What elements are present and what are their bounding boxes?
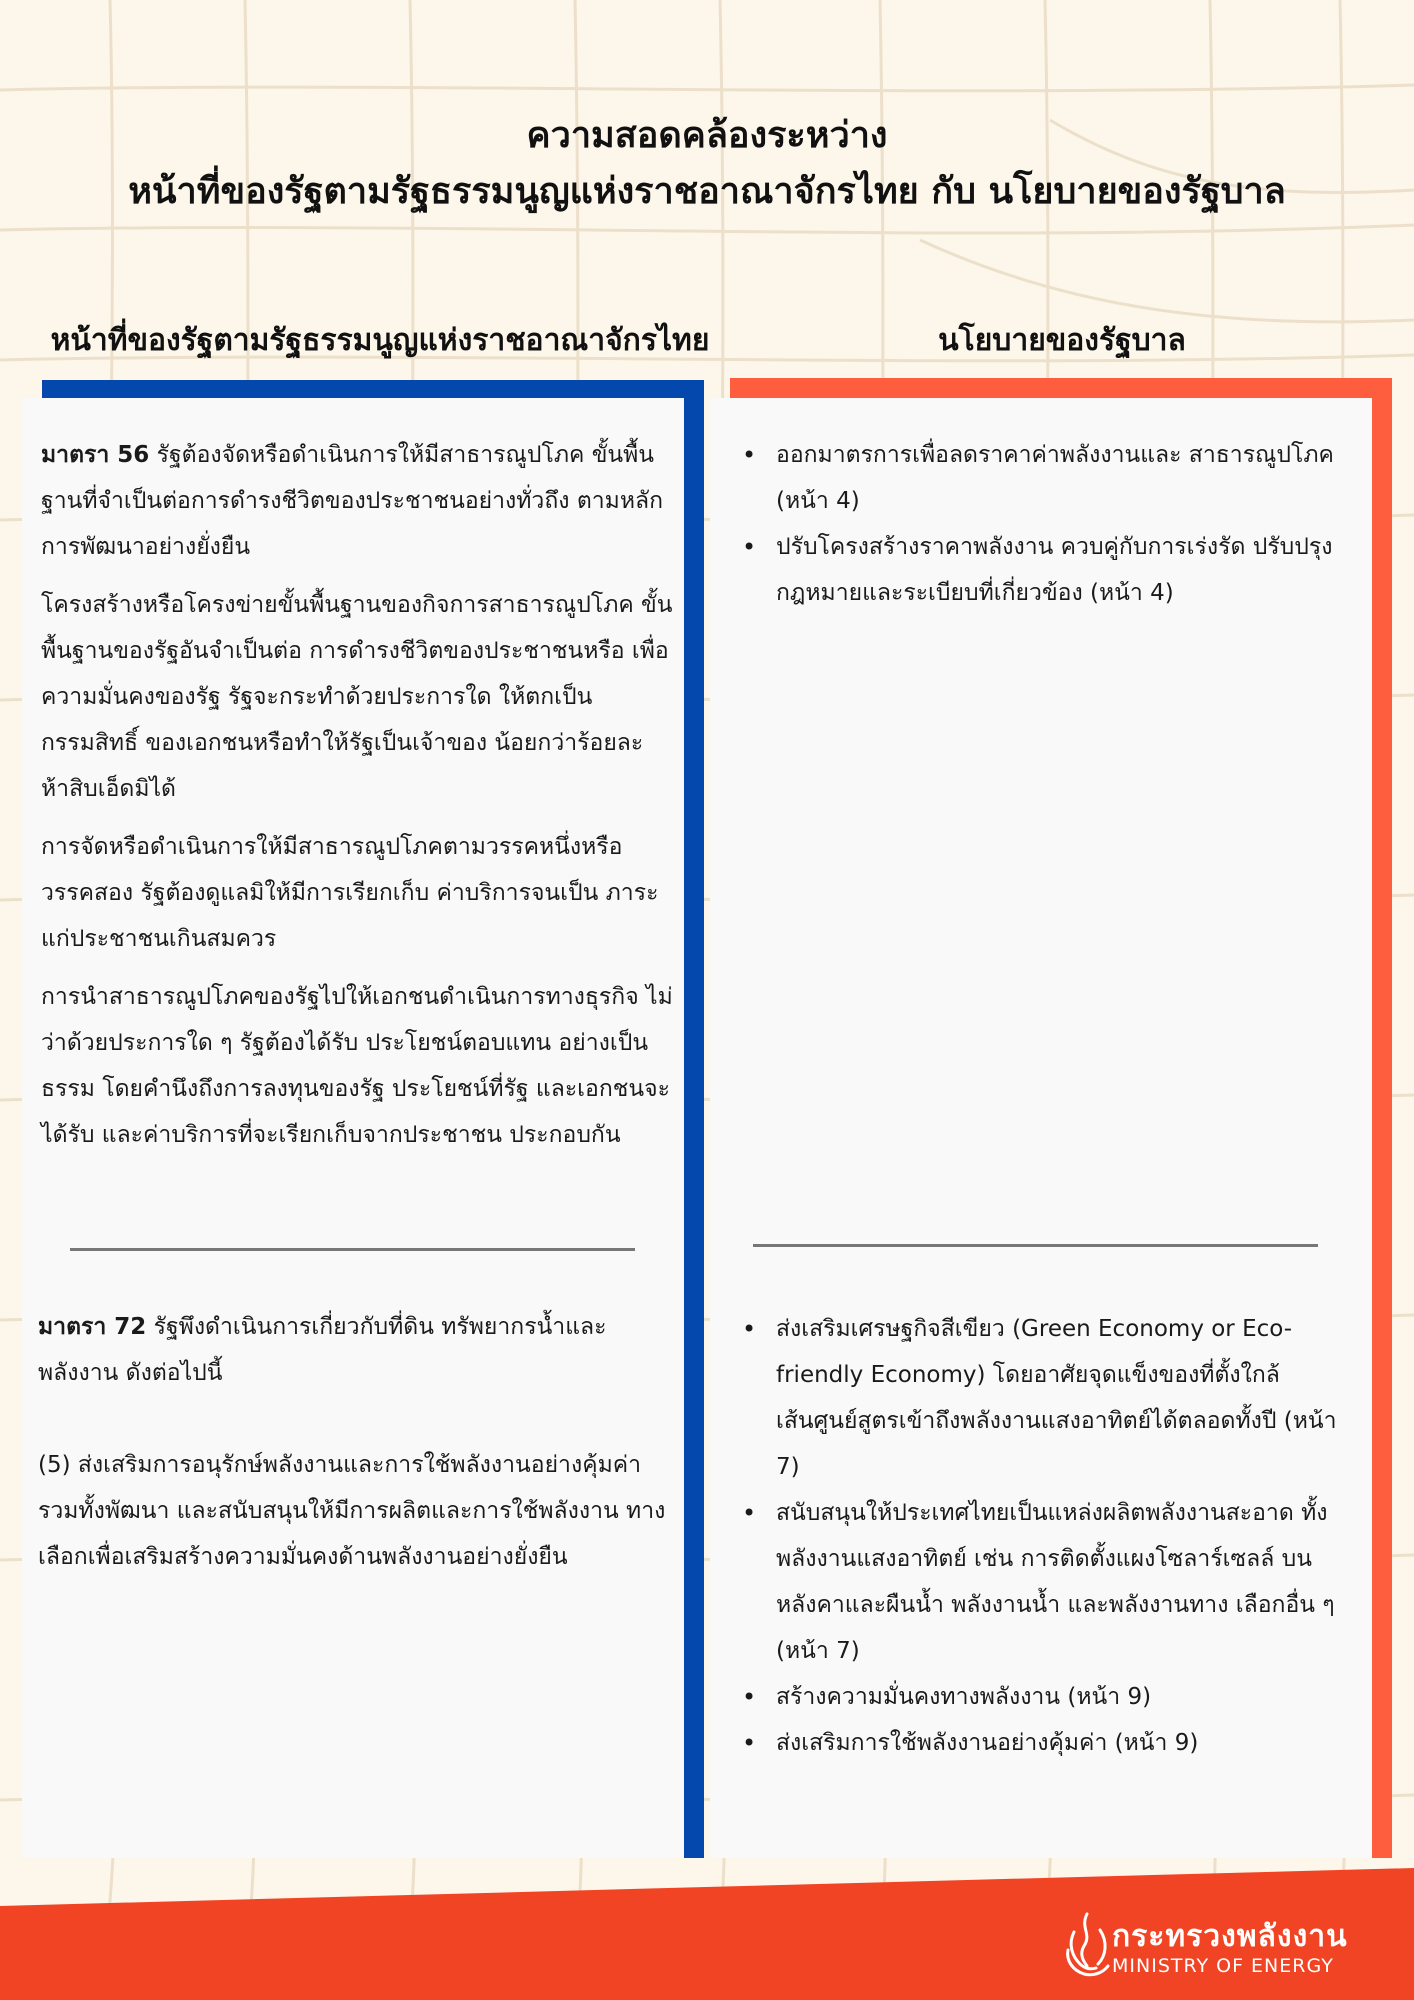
policy-list-top	[740, 432, 1352, 616]
right-column-heading: นโยบายของรัฐบาล	[938, 323, 1186, 358]
policy-item: • ปรับโครงสร้างราคาพลังงาน ควบคู่กับการเร่งรัด ปรับปรุงกฎหมายและระเบียบที่เกี่ยวข้อง (หน้า 4)	[740, 524, 1352, 616]
flame-icon	[1062, 1910, 1112, 1980]
policy-item: • ออกมาตรการเพื่อลดราคาค่าพลังงานและ สาธารณูปโภค (หน้า 4)	[740, 432, 1352, 524]
section-72-para-2: (5) ส่งเสริมการอนุรักษ์พลังงานและการใช้พลังงานอย่างคุ้มค่า รวมทั้งพัฒนา และสนับสนุนให้มีการผลิตและการใช้พลังงาน ทางเลือกเพื่อเสริมสร้างความมั่นคงด้านพลังงานอย่างยั่งยืน	[38, 1452, 666, 1570]
section-72-para-1	[38, 1304, 678, 1396]
title-line-1: ความสอดคล้องระหว่าง	[526, 115, 888, 156]
policy-item: • ส่งเสริมการใช้พลังงานอย่างคุ้มค่า (หน้า 9)	[740, 1720, 1352, 1766]
ministry-name-en: MINISTRY OF ENERGY	[1112, 1955, 1334, 1977]
section-72-text: รัฐพึงดำเนินการเกี่ยวกับที่ดิน ทรัพยากรน้ำและ พลังงาน ดังต่อไปนี้	[38, 1314, 607, 1386]
right-divider	[753, 1244, 1318, 1247]
section-56-para-2: โครงสร้างหรือโครงข่ายขั้นพื้นฐานของกิจการสาธารณูปโภค ขั้นพื้นฐานของรัฐอันจำเป็นต่อ การดำรงชีวิตของประชาชนหรือ เพื่อความมั่นคงของรัฐ รัฐจะกระทำด้วยประการใด ให้ตกเป็น กรรมสิทธิ์ ของเอกชนหรือทำให้รัฐเป็นเจ้าของ น้อยกว่าร้อยละ ห้าสิบเอ็ดมิได้	[41, 592, 673, 802]
section-72	[38, 1304, 678, 1592]
left-column-heading: หน้าที่ของรัฐตามรัฐธรรมนูญแห่งราชอาณาจักรไทย	[50, 323, 710, 358]
section-56	[41, 432, 676, 1170]
section-56-text: รัฐต้องจัดหรือดำเนินการให้มีสาธารณูปโภค ขั้นพื้นฐานที่จำเป็นต่อการดำรงชีวิตของประชาชนอย่างทั่วถึง ตามหลักการพัฒนาอย่างยั่งยืน	[41, 442, 664, 560]
policy-item: • สร้างความมั่นคงทางพลังงาน (หน้า 9)	[740, 1674, 1352, 1720]
section-56-para-1	[41, 432, 676, 570]
ministry-name-th: กระทรวงพลังงาน	[1112, 1919, 1348, 1954]
section-56-para-3: การจัดหรือดำเนินการให้มีสาธารณูปโภคตามวรรคหนึ่งหรือ วรรคสอง รัฐต้องดูแลมิให้มีการเรียกเก็บ ค่าบริการจนเป็น ภาระแก่ประชาชนเกินสมควร	[41, 834, 659, 952]
section-56-label: มาตรา 56	[41, 442, 150, 468]
policy-item: • ส่งเสริมเศรษฐกิจสีเขียว (Green Economy or Eco-friendly Economy) โดยอาศัยจุดแข็งของที่ตั้งใกล้ เส้นศูนย์สูตรเข้าถึงพลังงานแสงอาทิตย์ได้ตลอดทั้งปี (หน้า 7)	[740, 1306, 1352, 1490]
left-divider	[70, 1248, 635, 1251]
section-56-para-4: การนำสาธารณูปโภคของรัฐไปให้เอกชนดำเนินการทางธุรกิจ ไม่ว่าด้วยประการใด ๆ รัฐต้องได้รับ ประโยชน์ตอบแทน อย่างเป็นธรรม โดยคำนึงถึงการลงทุนของรัฐ ประโยชน์ที่รัฐ และเอกชนจะได้รับ และค่าบริการที่จะเรียกเก็บจากประชาชน ประกอบกัน	[41, 984, 673, 1148]
section-72-label: มาตรา 72	[38, 1314, 147, 1340]
title-line-2: หน้าที่ของรัฐตามรัฐธรรมนูญแห่งราชอาณาจักรไทย กับ นโยบายของรัฐบาล	[128, 171, 1286, 212]
policy-list-bottom	[740, 1306, 1352, 1766]
page-title	[0, 108, 1414, 220]
ministry-name	[1112, 1920, 1402, 1978]
policy-item: • สนับสนุนให้ประเทศไทยเป็นแหล่งผลิตพลังงานสะอาด ทั้งพลังงานแสงอาทิตย์ เช่น การติดตั้งแผงโซลาร์เซลล์ บนหลังคาและผืนน้ำ พลังงานน้ำ และพลังงานทาง เลือกอื่น ๆ (หน้า 7)	[740, 1490, 1352, 1674]
